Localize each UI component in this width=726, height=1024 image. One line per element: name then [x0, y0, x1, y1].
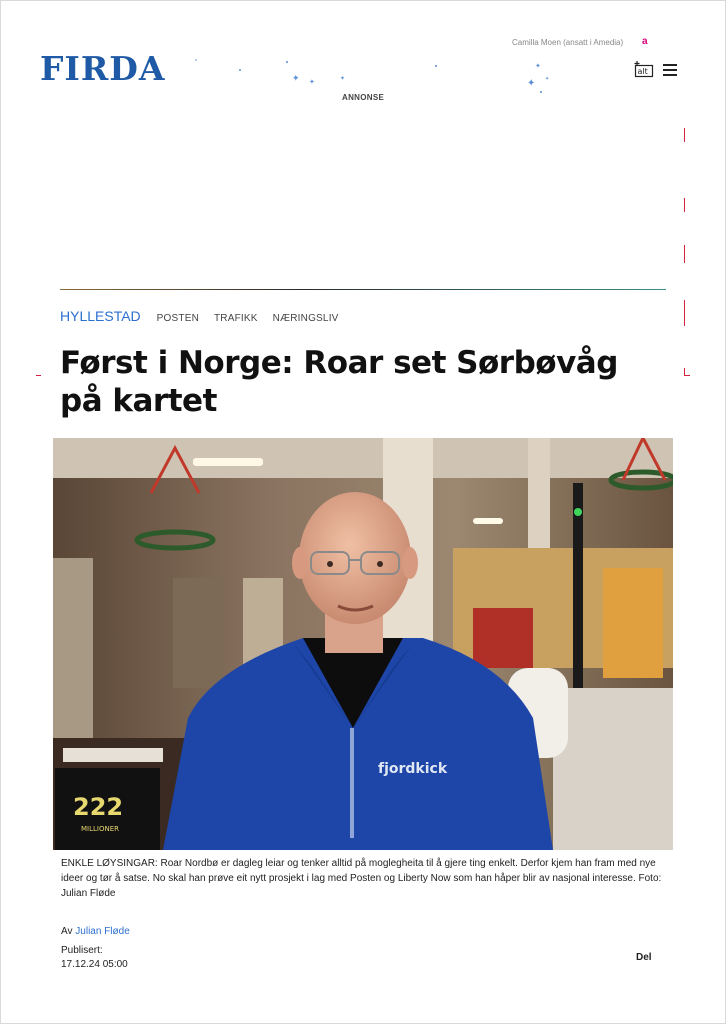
article-photo[interactable]: [53, 438, 673, 850]
jacket-logo: fjordkick: [378, 761, 448, 777]
lotto-unit: MILLIONER: [81, 825, 120, 833]
published-date: 17.12.24 05:00: [61, 959, 128, 970]
ad-marker: [684, 198, 685, 212]
ad-marker: [36, 375, 41, 376]
amedia-icon[interactable]: a: [642, 36, 648, 47]
ad-marker: [684, 245, 685, 263]
svg-text:✦: ✦: [309, 79, 315, 86]
alt-icon[interactable]: [634, 61, 654, 79]
byline-prefix: Av: [61, 926, 73, 937]
lotto-number: 222: [73, 793, 124, 821]
tag-trafikk[interactable]: TRAFIKK: [214, 313, 258, 324]
svg-text:✦: ✦: [340, 76, 346, 82]
ad-divider: [60, 289, 666, 290]
ad-label: ANNONSE: [342, 93, 385, 102]
user-note: (ansatt i Amedia): [563, 38, 624, 47]
svg-text:✦: ✦: [527, 78, 536, 89]
user-account[interactable]: [512, 38, 623, 47]
published-label: Publisert:: [61, 945, 103, 956]
photo-illustration: [53, 438, 673, 850]
author-link[interactable]: Julian Fløde: [75, 926, 130, 937]
ad-marker: [684, 128, 685, 142]
user-name: Camilla Moen: [512, 38, 561, 47]
svg-text:✦: ✦: [292, 73, 300, 83]
svg-text:✦: ✦: [535, 63, 541, 70]
share-button[interactable]: Del: [636, 952, 652, 963]
byline: [61, 926, 130, 937]
photo-caption: ENKLE LØYSINGAR: Roar Nordbø er dagleg leiar og tenker alltid på moglegheita til å gjere ting enkelt. Derfor kjem han fram med nye ideer og tør å satse. No skal han prøve eit nytt prosjekt i lag med Posten og Liberty Now som han håper blir av nasjonal interesse. Foto: Julian Fløde: [61, 858, 662, 899]
ad-marker: [684, 300, 685, 326]
article-headline: Først i Norge: Roar set Sørbøvåg på kartet: [60, 345, 618, 419]
svg-text:✦: ✦: [545, 76, 550, 82]
firda-logo[interactable]: FIRDA: [40, 49, 166, 88]
hamburger-menu-icon[interactable]: [663, 64, 677, 76]
tag-naeringsliv[interactable]: NÆRINGSLIV: [272, 313, 339, 324]
ad-marker: [684, 375, 690, 376]
tag-posten[interactable]: POSTEN: [156, 313, 199, 324]
svg-text:alt: alt: [637, 67, 648, 76]
article-tags: [60, 308, 354, 324]
tag-hyllestad[interactable]: HYLLESTAD: [60, 308, 141, 324]
